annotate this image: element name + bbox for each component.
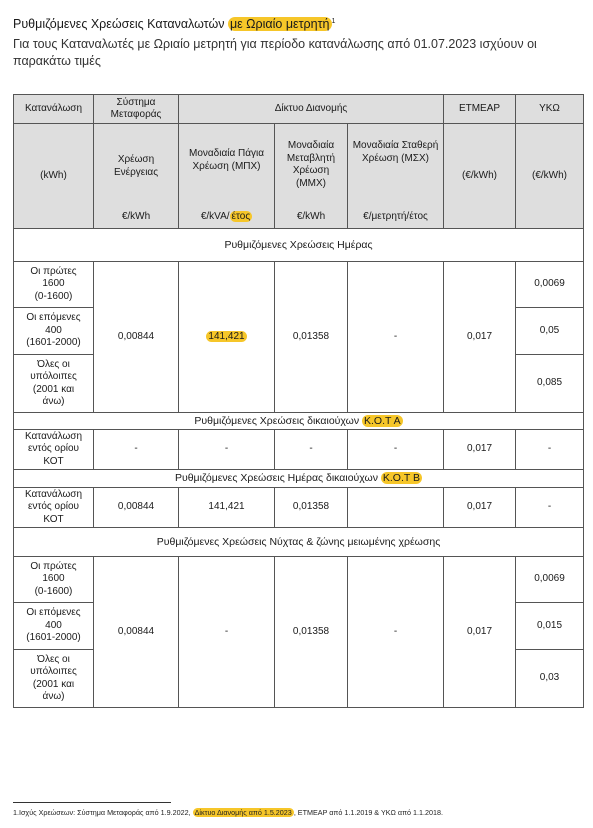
night-tier-3-label — [14, 650, 94, 708]
kot-b-label — [14, 488, 94, 528]
day-tier-3-a: Όλες οι — [37, 358, 70, 370]
header-kwh: (kWh) — [14, 124, 94, 229]
day-tier-1-b: 1600 — [42, 278, 65, 290]
day-tier-3-d: άνω) — [42, 396, 65, 407]
section-kot-a-text: Ρυθμιζόμενες Χρεώσεις δικαιούχων — [194, 414, 363, 427]
day-mpx — [179, 262, 275, 413]
day-tier-2-a: Οι επόμενες — [26, 312, 81, 324]
msx-unit: €/μετρητή/έτος — [363, 210, 428, 222]
mmx-unit: €/kWh — [296, 210, 326, 222]
kot-b-msx — [348, 488, 444, 528]
table-row — [14, 262, 584, 308]
header-yko-unit: (€/kWh) — [516, 124, 584, 229]
kot-b-etmear: 0,017 — [444, 488, 516, 528]
night-etmear: 0,017 — [444, 557, 516, 708]
day-mpx-value: 141,421 — [208, 330, 245, 342]
day-mmx: 0,01358 — [275, 262, 348, 413]
kot-a-yko: - — [516, 430, 584, 470]
kot-a-label-b: εντός ορίου — [27, 443, 80, 455]
mpx-unit-highlight: έτος — [231, 210, 251, 222]
day-tier-2-b: 400 — [45, 324, 62, 336]
footnote-highlight: Δίκτυο Διανομής από 1.5.2023 — [194, 808, 292, 817]
title-text: Ρυθμιζόμενες Χρεώσεις Καταναλωτών — [13, 17, 228, 31]
night-tier-2-label — [14, 603, 94, 650]
day-etmear: 0,017 — [444, 262, 516, 413]
kot-a-energy: - — [94, 430, 179, 470]
section-kot-a — [14, 413, 584, 430]
col-header-distribution: Δίκτυο Διανομής — [179, 95, 444, 124]
day-yko-3: 0,085 — [516, 355, 584, 413]
mmx-label: Μοναδιαία Μεταβλητή Χρέωση (ΜΜΧ) — [286, 140, 336, 189]
day-tier-3-label — [14, 355, 94, 413]
night-tier-3-a: Όλες οι — [37, 653, 70, 665]
kot-b-label-b: εντός ορίου — [27, 501, 80, 513]
section-night: Ρυθμιζόμενες Χρεώσεις Νύχτας & ζώνης μειωμένης χρέωσης — [14, 528, 584, 557]
night-mmx: 0,01358 — [275, 557, 348, 708]
night-tier-2-c: (1601-2000) — [26, 632, 81, 644]
table-row — [14, 488, 584, 528]
night-tier-1-a: Οι πρώτες — [30, 560, 77, 572]
day-msx: - — [348, 262, 444, 413]
footnote — [13, 808, 443, 817]
header-mpx — [179, 124, 275, 229]
kot-a-mmx: - — [275, 430, 348, 470]
header-row-2 — [14, 124, 584, 229]
section-day: Ρυθμιζόμενες Χρεώσεις Ημέρας — [14, 229, 584, 262]
night-tier-3-c: (2001 και — [32, 678, 75, 690]
day-energy: 0,00844 — [94, 262, 179, 413]
night-tier-3-b: υπόλοιπες — [30, 666, 77, 677]
day-tier-1-label — [14, 262, 94, 308]
col-header-transmission: Σύστημα Μεταφοράς — [94, 95, 179, 124]
msx-label: Μοναδιαία Σταθερή Χρέωση (ΜΣΧ) — [352, 140, 439, 164]
kot-a-label-a: Κατανάλωση — [24, 430, 83, 442]
footnote-divider — [13, 802, 171, 803]
energy-charge-unit: €/kWh — [121, 210, 151, 222]
table-row — [14, 557, 584, 603]
night-tier-1-c: (0-1600) — [34, 585, 73, 597]
night-yko-3: 0,03 — [516, 650, 584, 708]
kot-b-label-c: ΚΟΤ — [43, 513, 64, 525]
day-tier-2-c: (1601-2000) — [26, 337, 81, 349]
tariff-table — [13, 94, 584, 708]
kot-a-msx: - — [348, 430, 444, 470]
day-tier-3-c: (2001 και — [32, 383, 75, 395]
mpx-unit — [181, 211, 272, 224]
title-highlight: με Ωριαίο μετρητή — [229, 17, 330, 31]
day-yko-1: 0,0069 — [516, 262, 584, 308]
night-energy: 0,00844 — [94, 557, 179, 708]
table-row — [14, 430, 584, 470]
energy-charge-label: Χρέωση Ενέργειας — [113, 154, 159, 178]
page-subtitle: Για τους Καταναλωτές με Ωριαίο μετρητή για περίοδο κατανάλωσης από 01.07.2023 ισχύουν οι παρακάτω τιμές — [13, 37, 537, 68]
footnote-text-2: , ΕΤΜΕΑΡ από 1.1.2019 & ΥΚΩ από 1.1.2018. — [293, 808, 444, 817]
section-kot-b-text: Ρυθμιζόμενες Χρεώσεις Ημέρας δικαιούχων — [174, 472, 381, 485]
night-tier-2-b: 400 — [45, 619, 62, 631]
night-tier-1-label — [14, 557, 94, 603]
night-yko-1: 0,0069 — [516, 557, 584, 603]
night-mpx: - — [179, 557, 275, 708]
night-tier-3-d: άνω) — [42, 691, 65, 702]
header-msx — [348, 124, 444, 229]
kot-a-etmear: 0,017 — [444, 430, 516, 470]
col-header-yko: ΥΚΩ — [516, 95, 584, 124]
day-tier-2-label — [14, 308, 94, 355]
night-yko-2: 0,015 — [516, 603, 584, 650]
title-footnote-mark: 1 — [331, 17, 336, 25]
header-etmear-unit: (€/kWh) — [444, 124, 516, 229]
footnote-text-1: 1.Ισχύς Χρεώσεων: Σύστημα Μεταφοράς από 1.9.2022, — [13, 808, 193, 817]
kot-b-mmx: 0,01358 — [275, 488, 348, 528]
day-tier-1-c: (0-1600) — [34, 290, 73, 302]
header-row-1 — [14, 95, 584, 124]
page-title — [13, 17, 335, 31]
col-header-etmear: ΕΤΜΕΑΡ — [444, 95, 516, 124]
section-kot-b-highlight: Κ.Ο.Τ Β — [382, 472, 421, 485]
day-yko-2: 0,05 — [516, 308, 584, 355]
col-header-consumption: Κατανάλωση — [14, 95, 94, 124]
kot-b-yko: - — [516, 488, 584, 528]
kot-b-energy: 0,00844 — [94, 488, 179, 528]
night-tier-2-a: Οι επόμενες — [26, 607, 81, 619]
kot-b-mpx: 141,421 — [179, 488, 275, 528]
day-tier-3-b: υπόλοιπες — [30, 371, 77, 382]
header-mmx — [275, 124, 348, 229]
night-msx: - — [348, 557, 444, 708]
kot-a-mpx: - — [179, 430, 275, 470]
mpx-unit-text: €/kVA/ — [200, 210, 230, 222]
day-tier-1-a: Οι πρώτες — [30, 265, 77, 277]
header-energy-charge — [94, 124, 179, 229]
kot-a-label — [14, 430, 94, 470]
night-tier-1-b: 1600 — [42, 573, 65, 585]
section-kot-a-highlight: Κ.Ο.Τ Α — [364, 414, 401, 427]
kot-b-label-a: Κατανάλωση — [24, 488, 83, 500]
section-kot-b — [14, 470, 584, 488]
mpx-label: Μοναδιαία Πάγια Χρέωση (ΜΠΧ) — [188, 148, 265, 172]
kot-a-label-c: ΚΟΤ — [43, 455, 64, 467]
